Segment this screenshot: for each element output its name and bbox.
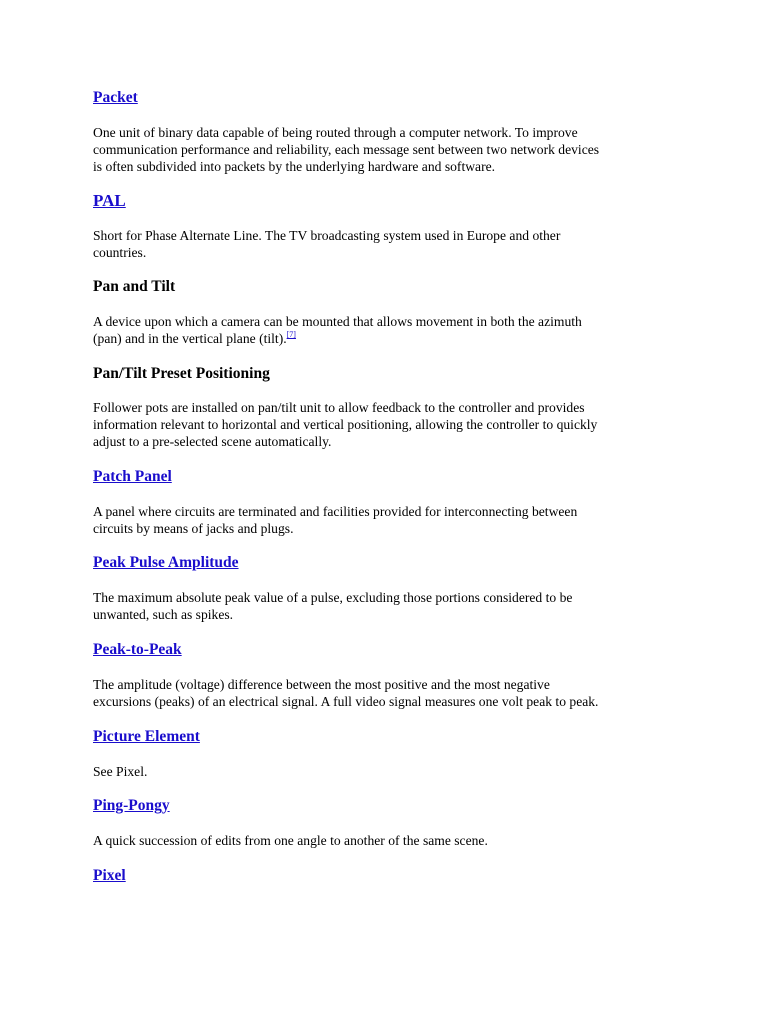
definition-line: circuits by means of jacks and plugs. [93, 521, 294, 536]
definition-line: A device upon which a camera can be mounted that allows movement in both the azimuth [93, 314, 582, 329]
definition-line: A quick succession of edits from one angle to another of the same scene. [93, 833, 488, 848]
definition-peak-pulse-amplitude [93, 589, 683, 623]
term-peak-pulse-amplitude-link[interactable]: Peak Pulse Amplitude [93, 554, 239, 571]
definition-line: A panel where circuits are terminated and facilities provided for interconnecting between [93, 504, 578, 519]
definition-line: Short for Phase Alternate Line. The TV broadcasting system used in Europe and other [93, 228, 561, 243]
definition-pan-tilt-preset-positioning [93, 399, 683, 450]
term-pan-and-tilt: Pan and Tilt [93, 278, 176, 295]
definition-line: is often subdivided into packets by the underlying hardware and software. [93, 159, 496, 174]
footnote-reference-link[interactable]: [7] [286, 330, 296, 339]
definition-patch-panel [93, 503, 683, 537]
definition-line: unwanted, such as spikes. [93, 607, 234, 622]
definition-pal [93, 227, 683, 261]
definition-line: excursions (peaks) of an electrical signal. A full video signal measures one volt peak to peak. [93, 694, 599, 709]
definition-ping-pongy [93, 832, 683, 849]
definition-line: communication performance and reliability, each message sent between two network devices [93, 142, 600, 157]
definition-packet [93, 124, 683, 175]
term-ping-pongy-link[interactable]: Ping-Pongy [93, 797, 170, 814]
definition-picture-element [93, 763, 683, 780]
definition-line: adjust to a pre-selected scene automatically. [93, 434, 332, 449]
definition-line: Follower pots are installed on pan/tilt unit to allow feedback to the controller and provides [93, 400, 585, 415]
term-packet-link[interactable]: Packet [93, 89, 138, 106]
definition-peak-to-peak [93, 676, 683, 710]
term-peak-to-peak-link[interactable]: Peak-to-Peak [93, 641, 182, 658]
definition-line: One unit of binary data capable of being routed through a computer network. To improve [93, 125, 578, 140]
definition-line: The maximum absolute peak value of a pulse, excluding those portions considered to be [93, 590, 573, 605]
term-pixel-link[interactable]: Pixel [93, 867, 126, 884]
term-patch-panel-link[interactable]: Patch Panel [93, 468, 172, 485]
definition-line: See Pixel. [93, 764, 148, 779]
term-picture-element-link[interactable]: Picture Element [93, 728, 200, 745]
definition-line: The amplitude (voltage) difference between the most positive and the most negative [93, 677, 550, 692]
definition-line: (pan) and in the vertical plane (tilt). [93, 331, 287, 346]
definition-line: information relevant to horizontal and vertical positioning, allowing the controller to quickly [93, 417, 598, 432]
definition-pan-and-tilt [93, 313, 683, 347]
definition-line: countries. [93, 245, 147, 260]
term-pan-tilt-preset-positioning: Pan/Tilt Preset Positioning [93, 365, 270, 382]
term-pal-link[interactable]: PAL [93, 191, 126, 210]
